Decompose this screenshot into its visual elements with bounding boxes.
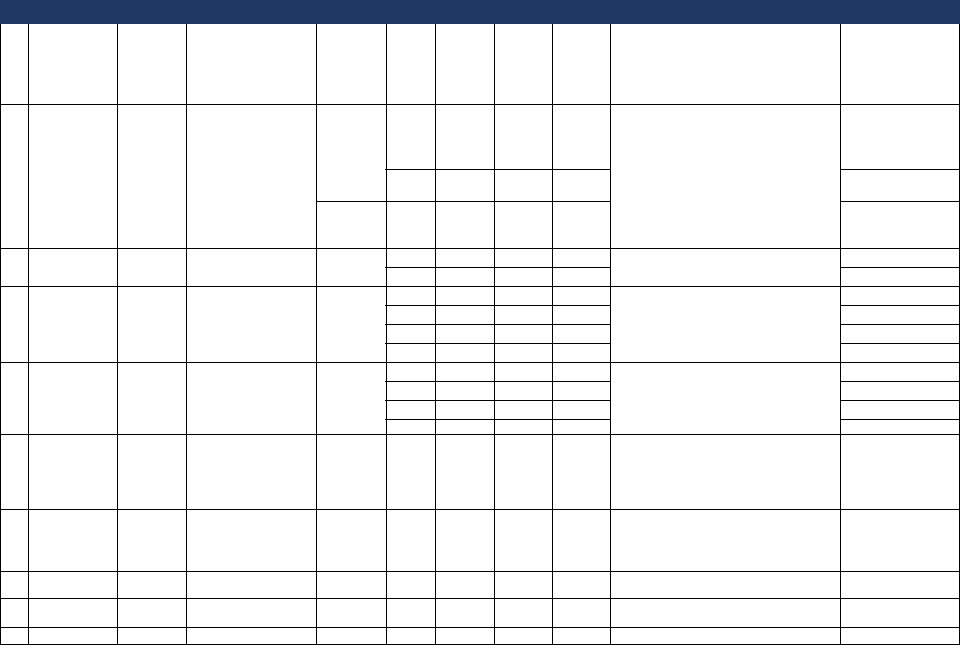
cell-divider bbox=[840, 201, 960, 202]
cell-divider bbox=[840, 381, 960, 382]
cell-divider bbox=[494, 381, 552, 382]
cell-divider bbox=[385, 419, 435, 420]
column-divider bbox=[316, 24, 317, 644]
cell-divider bbox=[840, 324, 960, 325]
cell-divider bbox=[494, 169, 552, 170]
cell-divider bbox=[552, 305, 610, 306]
cell-divider bbox=[552, 400, 610, 401]
column-divider bbox=[117, 24, 118, 644]
cell-divider bbox=[385, 169, 435, 170]
row-divider bbox=[0, 571, 960, 572]
column-divider bbox=[0, 24, 1, 644]
row-divider bbox=[0, 104, 960, 105]
cell-divider bbox=[840, 400, 960, 401]
cell-divider bbox=[316, 201, 386, 202]
row-divider bbox=[0, 644, 960, 645]
cell-divider bbox=[385, 201, 435, 202]
column-divider bbox=[435, 24, 436, 644]
cell-divider bbox=[494, 201, 552, 202]
cell-divider bbox=[494, 400, 552, 401]
column-divider bbox=[386, 24, 387, 644]
cell-divider bbox=[435, 201, 494, 202]
column-divider bbox=[494, 24, 495, 644]
cell-divider bbox=[385, 324, 435, 325]
column-divider bbox=[186, 24, 187, 644]
cell-divider bbox=[494, 267, 552, 268]
column-divider bbox=[840, 24, 841, 644]
cell-divider bbox=[385, 381, 435, 382]
cell-divider bbox=[435, 305, 494, 306]
cell-divider bbox=[840, 267, 960, 268]
cell-divider bbox=[385, 400, 435, 401]
table-header bbox=[0, 0, 960, 24]
cell-divider bbox=[385, 305, 435, 306]
cell-divider bbox=[435, 169, 494, 170]
column-divider bbox=[28, 24, 29, 644]
cell-divider bbox=[840, 419, 960, 420]
cell-divider bbox=[385, 267, 435, 268]
cell-divider bbox=[552, 324, 610, 325]
cell-divider bbox=[494, 419, 552, 420]
cell-divider bbox=[840, 305, 960, 306]
cell-divider bbox=[435, 419, 494, 420]
cell-divider bbox=[840, 169, 960, 170]
row-divider bbox=[0, 286, 960, 287]
cell-divider bbox=[435, 343, 494, 344]
cell-divider bbox=[435, 381, 494, 382]
row-divider bbox=[0, 248, 960, 249]
cell-divider bbox=[552, 267, 610, 268]
row-divider bbox=[0, 434, 960, 435]
cell-divider bbox=[552, 169, 610, 170]
cell-divider bbox=[552, 343, 610, 344]
cell-divider bbox=[435, 324, 494, 325]
cell-divider bbox=[552, 419, 610, 420]
row-divider bbox=[0, 598, 960, 599]
cell-divider bbox=[552, 201, 610, 202]
column-divider bbox=[610, 24, 611, 644]
cell-divider bbox=[435, 267, 494, 268]
column-divider bbox=[552, 24, 553, 644]
cell-divider bbox=[385, 343, 435, 344]
cell-divider bbox=[494, 324, 552, 325]
cell-divider bbox=[552, 381, 610, 382]
row-divider bbox=[0, 509, 960, 510]
cell-divider bbox=[494, 343, 552, 344]
cell-divider bbox=[840, 343, 960, 344]
row-divider bbox=[0, 627, 960, 628]
row-divider bbox=[0, 362, 960, 363]
cell-divider bbox=[494, 305, 552, 306]
cell-divider bbox=[435, 400, 494, 401]
